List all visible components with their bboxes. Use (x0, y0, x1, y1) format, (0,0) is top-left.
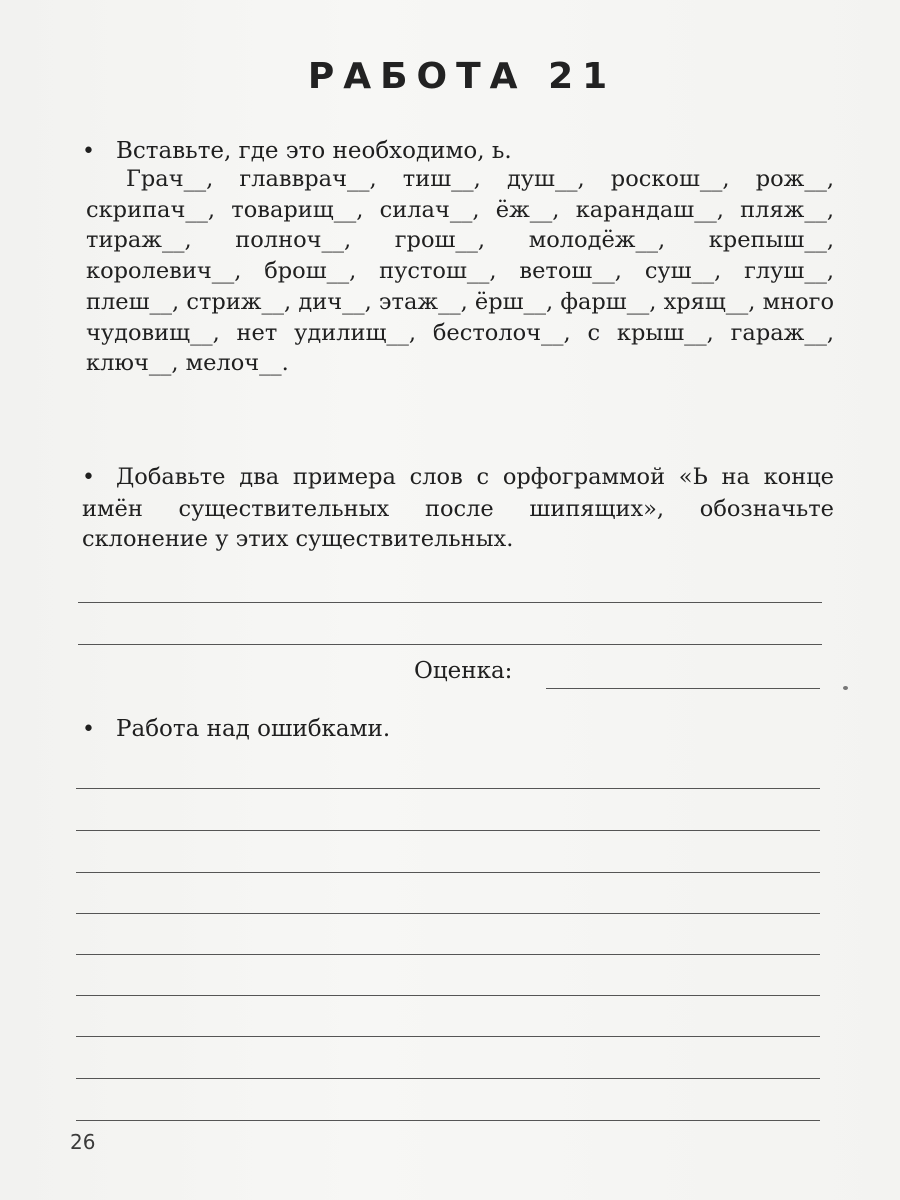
task2-instruction (82, 462, 834, 555)
answer-line[interactable] (76, 1120, 820, 1121)
task3-instruction-line (82, 712, 390, 747)
answer-line[interactable] (76, 954, 820, 955)
page-title: РАБОТА 21 (307, 56, 617, 97)
answer-line[interactable] (76, 995, 820, 996)
answer-line[interactable] (76, 830, 820, 831)
bullet-marker: • (82, 717, 95, 742)
answer-line[interactable] (78, 602, 822, 603)
bullet-marker: • (82, 465, 95, 490)
answer-line[interactable] (76, 1036, 820, 1037)
answer-line[interactable] (76, 788, 820, 789)
answer-line[interactable] (76, 913, 820, 914)
page-number: 26 (70, 1130, 96, 1154)
task1-exercise-text: Грач__, главврач__, тиш__, душ__, роскош__, рож__, скрипач__, товарищ__, силач__, ёж__, карандаш__, пляж__, тираж__, полноч__, грош__, молодёж__, крепыш__, королевич__, брош__, пустош__, ветош__, суш__, глуш__, плеш__, стриж__, дич__, этаж__, ёрш__, фарш__, хрящ__, много чудовищ__, нет удилищ__, бестолоч__, с крыш__, гараж__, ключ__, мелоч__. (86, 166, 834, 377)
answer-line[interactable] (78, 644, 822, 645)
answer-line[interactable] (76, 1078, 820, 1079)
grade-line[interactable] (546, 688, 820, 689)
grade-label: Оценка: (414, 658, 513, 684)
task2-text: Добавьте два примера слов с орфограммой «Ь на конце имён существительных после шипящих», обозначьте склонение у этих существительных. (82, 464, 834, 552)
bullet-marker: • (82, 139, 95, 164)
ink-dot (843, 686, 848, 690)
task1-instruction: Вставьте, где это необходимо, ь. (116, 138, 512, 164)
task3-instruction: Работа над ошибками. (116, 716, 391, 742)
answer-line[interactable] (76, 872, 820, 873)
